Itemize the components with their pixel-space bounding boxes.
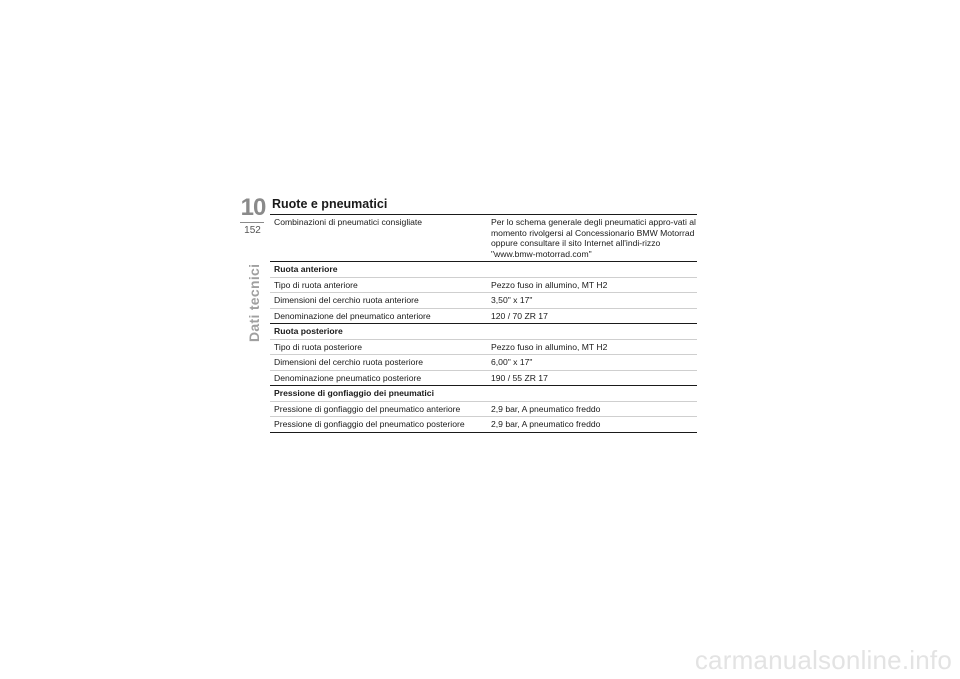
row-value: 2,9 bar, A pneumatico freddo <box>486 417 697 433</box>
table-row <box>270 401 697 417</box>
table-row <box>270 355 697 371</box>
row-value: 6,00" x 17" <box>486 355 697 371</box>
section-title: Ruote e pneumatici <box>272 197 388 211</box>
group-heading: Ruota posteriore <box>270 324 697 340</box>
table-row <box>270 215 697 262</box>
row-label: Pressione di gonfiaggio del pneumatico anteriore <box>270 401 486 417</box>
page-number: 152 <box>244 225 261 236</box>
group-heading-row <box>270 324 697 340</box>
group-heading: Pressione di gonfiaggio dei pneumatici <box>270 386 697 402</box>
row-label: Dimensioni del cerchio ruota anteriore <box>270 293 486 309</box>
row-label: Pressione di gonfiaggio del pneumatico posteriore <box>270 417 486 433</box>
chapter-number: 10 <box>240 194 266 221</box>
group-heading-row <box>270 262 697 278</box>
group-heading-row <box>270 386 697 402</box>
row-value: Pezzo fuso in allumino, MT H2 <box>486 339 697 355</box>
row-label: Tipo di ruota posteriore <box>270 339 486 355</box>
group-heading: Ruota anteriore <box>270 262 697 278</box>
table-row <box>270 308 697 324</box>
table-row <box>270 370 697 386</box>
row-label: Combinazioni di pneumatici consigliate <box>270 215 486 262</box>
row-value: Per lo schema generale degli pneumatici appro-vati al momento rivolgersi al Concessionario BMW Motorrad oppure consultare il sito Internet all'indi-rizzo "www.bmw-motorrad.com" <box>486 215 697 262</box>
row-label: Dimensioni del cerchio ruota posteriore <box>270 355 486 371</box>
side-chapter-title: Dati tecnici <box>246 263 262 342</box>
row-value: 3,50" x 17" <box>486 293 697 309</box>
row-label: Tipo di ruota anteriore <box>270 277 486 293</box>
row-value: Pezzo fuso in allumino, MT H2 <box>486 277 697 293</box>
table-row <box>270 293 697 309</box>
spec-table <box>270 214 697 433</box>
row-value: 120 / 70 ZR 17 <box>491 310 548 321</box>
row-value: 2,9 bar, A pneumatico freddo <box>486 401 697 417</box>
table-row <box>270 339 697 355</box>
row-value: 190 / 55 ZR 17 <box>491 372 548 383</box>
watermark: carmanualsonline.info <box>694 645 952 675</box>
table-row <box>270 277 697 293</box>
row-label: Denominazione del pneumatico anteriore <box>274 310 431 321</box>
chapter-rule <box>240 222 264 223</box>
row-label: Denominazione pneumatico posteriore <box>274 372 422 383</box>
table-row <box>270 417 697 433</box>
